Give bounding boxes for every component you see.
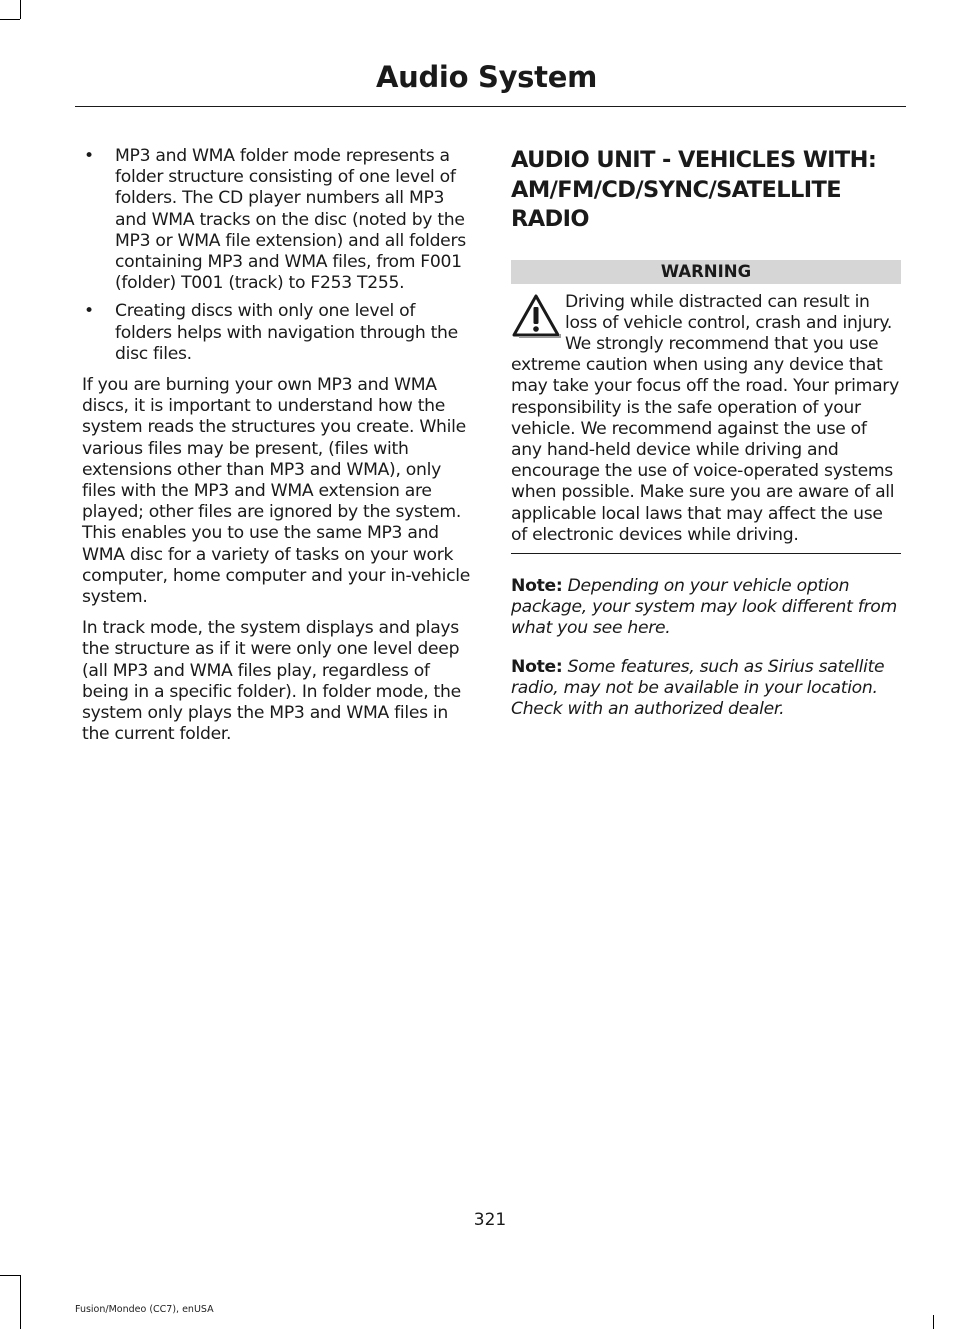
crop-mark-bottom-left-horizontal <box>0 1275 20 1276</box>
bullet-marker: • <box>84 146 94 166</box>
warning-triangle-icon <box>511 293 561 339</box>
warning-banner: WARNING <box>511 260 901 284</box>
warning-divider <box>511 553 901 554</box>
crop-mark-bottom-right-vertical <box>933 1315 934 1329</box>
bullet-text: MP3 and WMA folder mode represents a folder structure consisting of one level of folders. The CD player numbers all MP3 and WMA tracks on the disc (noted by the MP3 or WMA file extension) and all folders containing MP3 and WMA files, from F001 (folder) T001 (track) to F253 T255. <box>115 146 466 294</box>
bullet-item <box>82 301 472 365</box>
title-divider <box>75 106 906 107</box>
note-label: Note: <box>511 656 563 677</box>
bullet-marker: • <box>84 301 94 322</box>
warning-text: Driving while distracted can result in loss of vehicle control, crash and injury. We strongly recommend that you use extreme caution when using any device that may take your focus off the road. Your primary responsibility is the safe operation of your vehicle. We recommend against the use of any hand-held device while driving and encourage the use of voice-operated systems when possible. Make sure you are aware of all applicable local laws that may affect the use of electronic devices while driving. <box>511 291 899 545</box>
bullet-item <box>82 146 472 294</box>
body-paragraph: If you are burning your own MP3 and WMA discs, it is important to understand how the system reads the structures you create. While various files may be present, (files with extensions other than MP3 and WMA), only files with the MP3 and WMA extension are played; other files are ignored by the system. This enables you to use the same MP3 and WMA disc for a variety of tasks on your work computer, home computer and your in-vehicle system. <box>82 375 470 608</box>
section-heading: AUDIO UNIT - VEHICLES WITH: AM/FM/CD/SYNC/SATELLITE RADIO <box>511 147 877 232</box>
left-column <box>82 146 472 745</box>
crop-mark-bottom-left-vertical <box>20 1275 21 1329</box>
note-text: Some features, such as Sirius satellite radio, may not be available in your location. Check with an authorized dealer. <box>511 656 885 720</box>
note-paragraph <box>511 576 901 640</box>
right-column <box>511 146 901 738</box>
document-id: Fusion/Mondeo (CC7), enUSA <box>75 1304 214 1315</box>
crop-mark-top-left-horizontal <box>0 19 20 20</box>
body-paragraph: In track mode, the system displays and plays the structure as if it were only one level deep (all MP3 and WMA files play, regardless of being in a specific folder). In folder mode, the system only plays the MP3 and WMA files in the current folder. <box>82 618 461 745</box>
crop-mark-top-left-vertical <box>20 0 21 19</box>
note-paragraph <box>511 657 901 721</box>
page-title: Audio System <box>375 60 597 94</box>
bullet-text: Creating discs with only one level of folders helps with navigation through the disc files. <box>115 301 458 364</box>
warning-body <box>511 292 901 546</box>
note-text: Depending on your vehicle option package, your system may look different from what you see here. <box>511 575 897 639</box>
page-number: 321 <box>473 1210 507 1230</box>
note-label: Note: <box>511 575 563 596</box>
